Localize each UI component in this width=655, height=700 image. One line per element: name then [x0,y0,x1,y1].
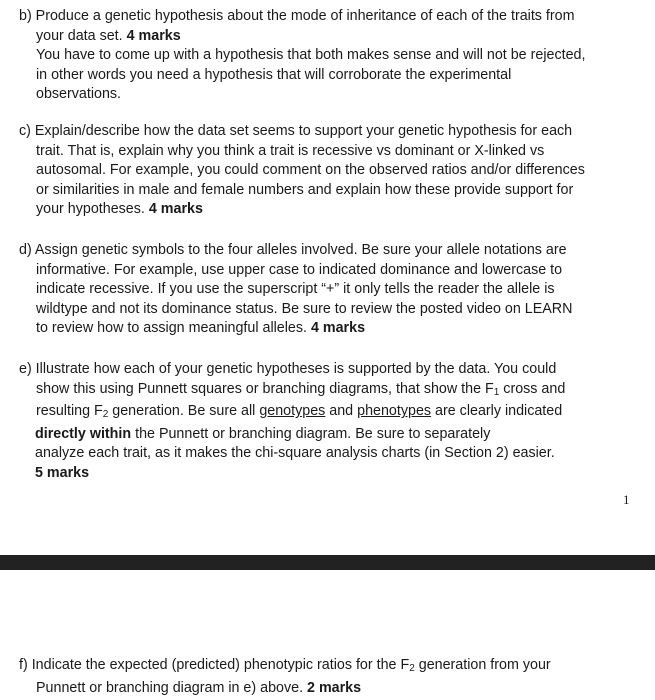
question-b [19,7,639,105]
question-b-line: b) Produce a genetic hypothesis about the mode of inheritance of each of the traits from [19,8,575,24]
question-e-line: e) Illustrate how each of your genetic hypotheses is supported by the data. You could [19,361,557,377]
document-page-2 [0,570,655,700]
question-c [19,122,639,220]
question-b-line: in other words you need a hypothesis that will corroborate the experimental [36,66,512,83]
marks-label: 4 marks [310,320,366,337]
question-d-line: indicate recessive. If you use the superscript “+” it only tells the reader the allele is [36,281,555,298]
genotypes-term: genotypes [259,403,326,420]
question-b-line: observations. [36,86,122,103]
question-b-line: You have to come up with a hypothesis that both makes sense and will not be rejected, [36,47,586,64]
question-c-line: your hypotheses. 4 marks [36,201,203,218]
phenotypes-term: phenotypes [357,403,432,420]
question-d-line: to review how to assign meaningful alleles. 4 marks [36,320,366,337]
question-c-line: c) Explain/describe how the data set seems to support your genetic hypothesis for each [19,123,573,139]
question-d-line: wildtype and not its dominance status. Be sure to review the posted video on LEARN [36,300,573,317]
question-b-line: your data set. 4 marks [36,27,181,44]
question-e-line: analyze each trait, as it makes the chi-square analysis charts (in Section 2) easier. [35,445,555,462]
question-f-line: Punnett or branching diagram in e) above. 2 marks [36,679,362,696]
question-d [19,241,639,339]
question-f-line: f) Indicate the expected (predicted) phenotypic ratios for the $F_2$ generation from your [19,657,551,674]
question-e-line: directly within the Punnett or branching diagram. Be sure to separately [35,425,491,442]
marks-label: 4 marks [126,27,181,44]
page-number: 1 [623,492,630,507]
question-e-line [19,464,639,484]
question-c-line: or similarities in male and female numbers and explain how these provide support for [36,181,574,198]
question-f [19,656,639,698]
question-c-line: autosomal. For example, you could comment on the observed ratios and/or differences [36,162,585,179]
question-e-line: show this using Punnett squares or branching diagrams, that show the $F_1$ cross and [36,380,566,398]
question-e [19,360,639,484]
marks-label: 5 marks [35,464,90,481]
question-c-line: trait. That is, explain why you think a trait is recessive vs dominant or X-linked vs [36,142,545,159]
page-divider [0,555,655,570]
question-d-line: d) Assign genetic symbols to the four alleles involved. Be sure your allele notations are [19,242,567,258]
question-e-line: resulting $F_2$ generation. Be sure all genotypes and phenotypes are clearly indicated [36,403,563,421]
marks-label: 4 marks [148,201,203,218]
question-d-line: informative. For example, use upper case to indicated dominance and lowercase to [36,261,563,278]
marks-label: 2 marks [307,679,362,696]
